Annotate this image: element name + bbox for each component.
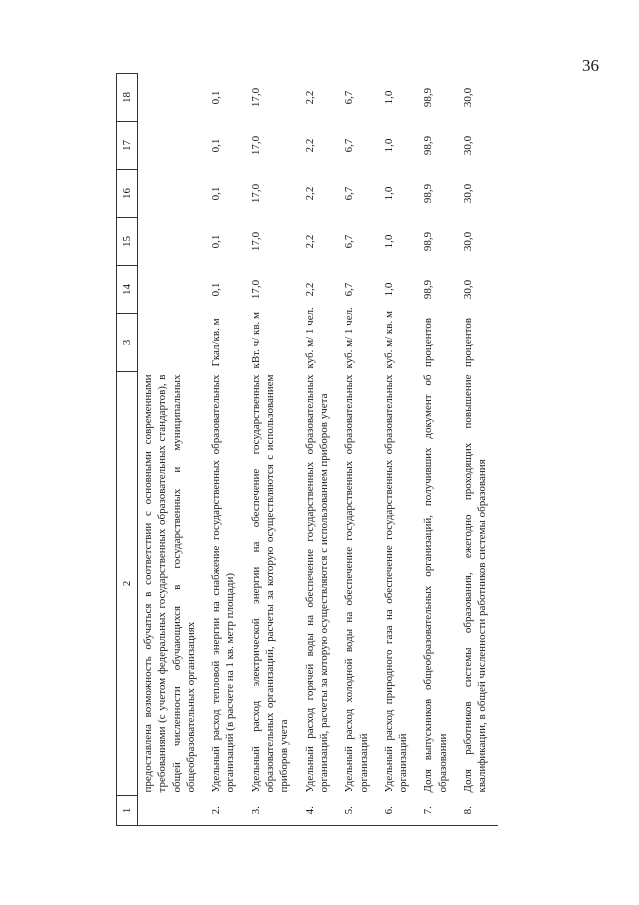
indicator-table <box>116 73 498 826</box>
value-cell: 2,2 <box>303 138 316 153</box>
indicator-description: Удельный расход горячей воды на обеспечение государственных образовательных организаций, расчеты за которую осуществляются с использованием приборов учета <box>303 374 330 793</box>
value-cell: 17,0 <box>249 231 262 252</box>
value-cell: 0,1 <box>210 138 223 153</box>
row-number: 5. <box>339 796 379 826</box>
table-row <box>379 74 419 826</box>
value-cell <box>138 218 207 266</box>
unit-cell: процентов <box>462 318 475 367</box>
unit-cell: куб. м/ кв. м <box>382 311 395 369</box>
value-cell: 30,0 <box>462 231 475 252</box>
table-body <box>138 74 498 826</box>
value-cell: 1,0 <box>382 186 395 201</box>
value-cell: 1,0 <box>382 234 395 249</box>
indicator-description: Удельный расход природного газа на обеспечение государственных образовательных организаций <box>382 374 410 793</box>
value-cell: 30,0 <box>462 183 475 204</box>
value-cell <box>138 122 207 170</box>
column-header: 1 <box>117 796 138 826</box>
table-row <box>206 74 246 826</box>
unit-cell: кВт. ч/ кв. м <box>249 312 262 369</box>
table-row <box>458 74 498 826</box>
row-number: 7. <box>418 796 458 826</box>
value-cell: 0,1 <box>210 90 223 105</box>
unit-cell: куб. м/ 1 чел. <box>303 307 316 369</box>
value-cell <box>138 266 207 314</box>
indicator-description: Удельный расход холодной воды на обеспечение государственных образовательных организаций <box>343 374 370 793</box>
value-cell: 17,0 <box>249 87 262 108</box>
value-cell: 17,0 <box>249 279 262 300</box>
table-row <box>339 74 379 826</box>
value-cell: 2,2 <box>303 186 316 201</box>
table-row <box>138 74 207 826</box>
value-cell: 30,0 <box>462 87 475 108</box>
unit-cell: куб. м/ 1 чел. <box>343 307 356 369</box>
column-header: 16 <box>117 170 138 218</box>
table-row <box>418 74 458 826</box>
value-cell: 30,0 <box>462 279 475 300</box>
value-cell: 1,0 <box>382 138 395 153</box>
row-number: 3. <box>246 796 300 826</box>
indicator-description: Доля работников системы образования, ежегодно проходящих повышение квалификации, в общей численности работников системы образования <box>462 374 489 793</box>
indicator-description: предоставлена возможность обучаться в соответствии с основными современными требованиями (с учетом федеральных государственных образовательных стандартов), в общей численности обучающихся в государственных и муниципальных общеобразовательных организациях <box>142 374 197 793</box>
column-header: 17 <box>117 122 138 170</box>
value-cell: 1,0 <box>382 90 395 105</box>
value-cell <box>138 170 207 218</box>
row-number: 8. <box>458 796 498 826</box>
value-cell: 0,1 <box>210 282 223 297</box>
value-cell: 98,9 <box>422 279 435 300</box>
column-header: 15 <box>117 218 138 266</box>
unit-cell <box>138 314 207 372</box>
value-cell: 98,9 <box>422 87 435 108</box>
table-header-row <box>117 74 138 826</box>
value-cell: 17,0 <box>249 135 262 156</box>
column-header: 3 <box>117 314 138 372</box>
value-cell: 17,0 <box>249 183 262 204</box>
column-header: 14 <box>117 266 138 314</box>
value-cell: 6,7 <box>343 138 356 153</box>
row-number: 2. <box>206 796 246 826</box>
value-cell: 0,1 <box>210 234 223 249</box>
table-row <box>246 74 300 826</box>
value-cell: 1,0 <box>382 282 395 297</box>
value-cell: 30,0 <box>462 135 475 156</box>
column-header: 2 <box>117 372 138 796</box>
value-cell: 98,9 <box>422 183 435 204</box>
value-cell <box>138 74 207 122</box>
value-cell: 6,7 <box>343 234 356 249</box>
value-cell: 6,7 <box>343 282 356 297</box>
value-cell: 6,7 <box>343 186 356 201</box>
unit-cell: Гкал/кв. м <box>210 318 223 367</box>
value-cell: 98,9 <box>422 231 435 252</box>
value-cell: 2,2 <box>303 90 316 105</box>
value-cell: 6,7 <box>343 90 356 105</box>
indicator-description: Удельный расход электрической энергии на обеспечение государственных образовательных организаций, расчеты за которую осуществляются с использованием приборов учета <box>249 374 291 793</box>
table-row <box>300 74 340 826</box>
value-cell: 98,9 <box>422 135 435 156</box>
column-header: 18 <box>117 74 138 122</box>
value-cell: 0,1 <box>210 186 223 201</box>
value-cell: 2,2 <box>303 234 316 249</box>
unit-cell: процентов <box>422 318 435 367</box>
row-number: 4. <box>300 796 340 826</box>
row-number: 6. <box>379 796 419 826</box>
indicator-description: Удельный расход тепловой энергии на снабжение государственных образовательных организаций (в расчете на 1 кв. метр площади) <box>210 374 237 793</box>
row-number <box>138 796 207 826</box>
indicator-table-container <box>116 74 520 826</box>
value-cell: 2,2 <box>303 282 316 297</box>
page-number: 36 <box>582 56 599 75</box>
indicator-description: Доля выпускников общеобразовательных организаций, получивших документ об образовании <box>422 374 449 793</box>
